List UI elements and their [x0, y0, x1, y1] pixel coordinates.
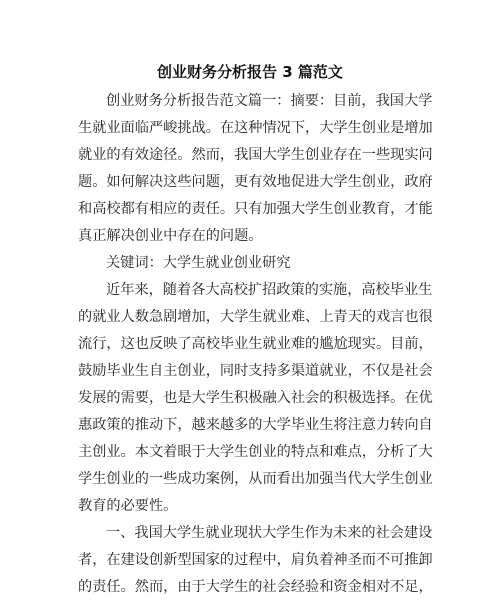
- text-line: 的就业人数急剧增加，大学生就业难、上青天的戏言也很: [78, 309, 433, 325]
- text-line: 鼓励毕业生自主创业，同时支持多渠道就业，不仅是社会: [78, 363, 433, 379]
- text-line: 主创业。本文着眼于大学生创业的特点和难点，分析了大: [78, 444, 433, 460]
- text-line: 的责任。然而，由于大学生的社会经验和资金相对不足，: [78, 579, 433, 595]
- text-line: 题。如何解决这些问题，更有效地促进大学生创业，政府: [78, 174, 433, 190]
- text-line: 教育的必要性。: [78, 498, 178, 514]
- text-line: 一、我国大学生就业现状大学生作为未来的社会建设: [106, 525, 433, 541]
- document-body: [78, 88, 433, 601]
- text-line: 和高校都有相应的责任。只有加强大学生创业教育，才能: [78, 201, 433, 217]
- text-line: 惠政策的推动下，越来越多的大学毕业生将注意力转向自: [78, 417, 433, 433]
- text-line: 就业的有效途径。然而，我国大学生创业存在一些现实问: [78, 147, 433, 163]
- text-line: 流行，这也反映了高校毕业生就业难的尴尬现实。目前，: [78, 336, 433, 352]
- text-line: 学生创业的一些成功案例，从而看出加强当代大学生创业: [78, 471, 433, 487]
- text-line: 生就业面临严峻挑战。在这种情况下，大学生创业是增加: [78, 120, 433, 136]
- text-line: 创业财务分析报告范文篇一：摘要：目前，我国大学: [106, 93, 433, 109]
- text-line: 发展的需要，也是大学生积极融入社会的积极选择。在优: [78, 390, 433, 406]
- text-line: 者，在建设创新型国家的过程中，肩负着神圣而不可推卸: [78, 552, 433, 568]
- text-line: 关键词：大学生就业创业研究: [106, 255, 291, 271]
- text-line: 真正解决创业中存在的问题。: [78, 228, 263, 244]
- text-line: 近年来，随着各大高校扩招政策的实施，高校毕业生: [106, 282, 433, 298]
- document-title: 创业财务分析报告 3 篇范文: [157, 63, 343, 81]
